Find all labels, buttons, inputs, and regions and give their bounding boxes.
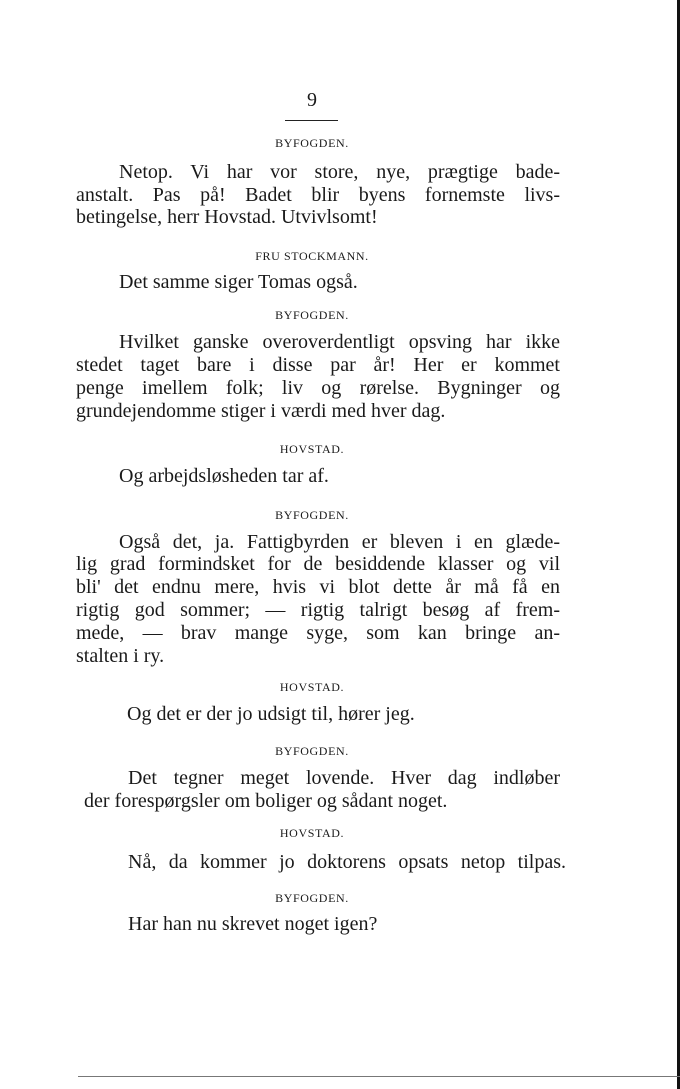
bottom-rule <box>78 1076 680 1077</box>
speaker-label: BYFOGDEN. <box>275 508 349 522</box>
dialogue-line: Netop. Vi har vor store, nye, prægtige bade- <box>119 161 560 183</box>
dialogue-line: stedet taget bare i disse par år! Her er kommet <box>76 354 560 376</box>
dialogue-line: grundejendomme stiger i værdi med hver dag. <box>76 400 446 422</box>
dialogue-line: lig grad formindsket for de besiddende klasser og vil <box>76 553 560 575</box>
page-number-underline <box>285 120 338 121</box>
dialogue-line: Nå, da kommer jo doktorens opsats netop tilpas. <box>128 851 566 873</box>
dialogue-line: Også det, ja. Fattigbyrden er bleven i en glæde- <box>119 531 560 553</box>
dialogue-line: Og arbejdsløsheden tar af. <box>119 465 329 487</box>
speaker-label: BYFOGDEN. <box>275 891 349 905</box>
speaker-label: HOVSTAD. <box>279 826 345 840</box>
dialogue-line: Det samme siger Tomas også. <box>119 271 358 293</box>
dialogue-line: Hvilket ganske overoverdentligt opsving har ikke <box>119 331 560 353</box>
page-number: 9 <box>307 89 317 111</box>
dialogue-line: Har han nu skrevet noget igen? <box>128 913 378 935</box>
speaker-label: BYFOGDEN. <box>275 308 349 322</box>
speaker-label: HOVSTAD. <box>279 442 345 456</box>
speaker-label: HOVSTAD. <box>279 680 345 694</box>
dialogue-line: rigtig god sommer; — rigtig talrigt besøg af frem- <box>76 599 560 621</box>
dialogue-line: bli' det endnu mere, hvis vi blot dette år må få en <box>76 576 560 598</box>
speaker-label: FRU STOCKMANN. <box>255 249 369 263</box>
dialogue-line: betingelse, herr Hovstad. Utvivlsomt! <box>76 206 378 228</box>
dialogue-line: Og det er der jo udsigt til, hører jeg. <box>127 703 415 725</box>
dialogue-line: anstalt. Pas på! Badet blir byens fornemste livs- <box>76 184 560 206</box>
dialogue-line: stalten i ry. <box>76 645 165 667</box>
dialogue-line: mede, — brav mange syge, som kan bringe an- <box>76 622 560 644</box>
dialogue-line: der forespørgsler om boliger og sådant noget. <box>84 790 448 812</box>
speaker-label: BYFOGDEN. <box>275 136 349 150</box>
dialogue-line: penge imellem folk; liv og rørelse. Bygninger og <box>76 377 560 399</box>
speaker-label: BYFOGDEN. <box>275 744 349 758</box>
dialogue-line: Det tegner meget lovende. Hver dag indløber <box>128 767 560 789</box>
